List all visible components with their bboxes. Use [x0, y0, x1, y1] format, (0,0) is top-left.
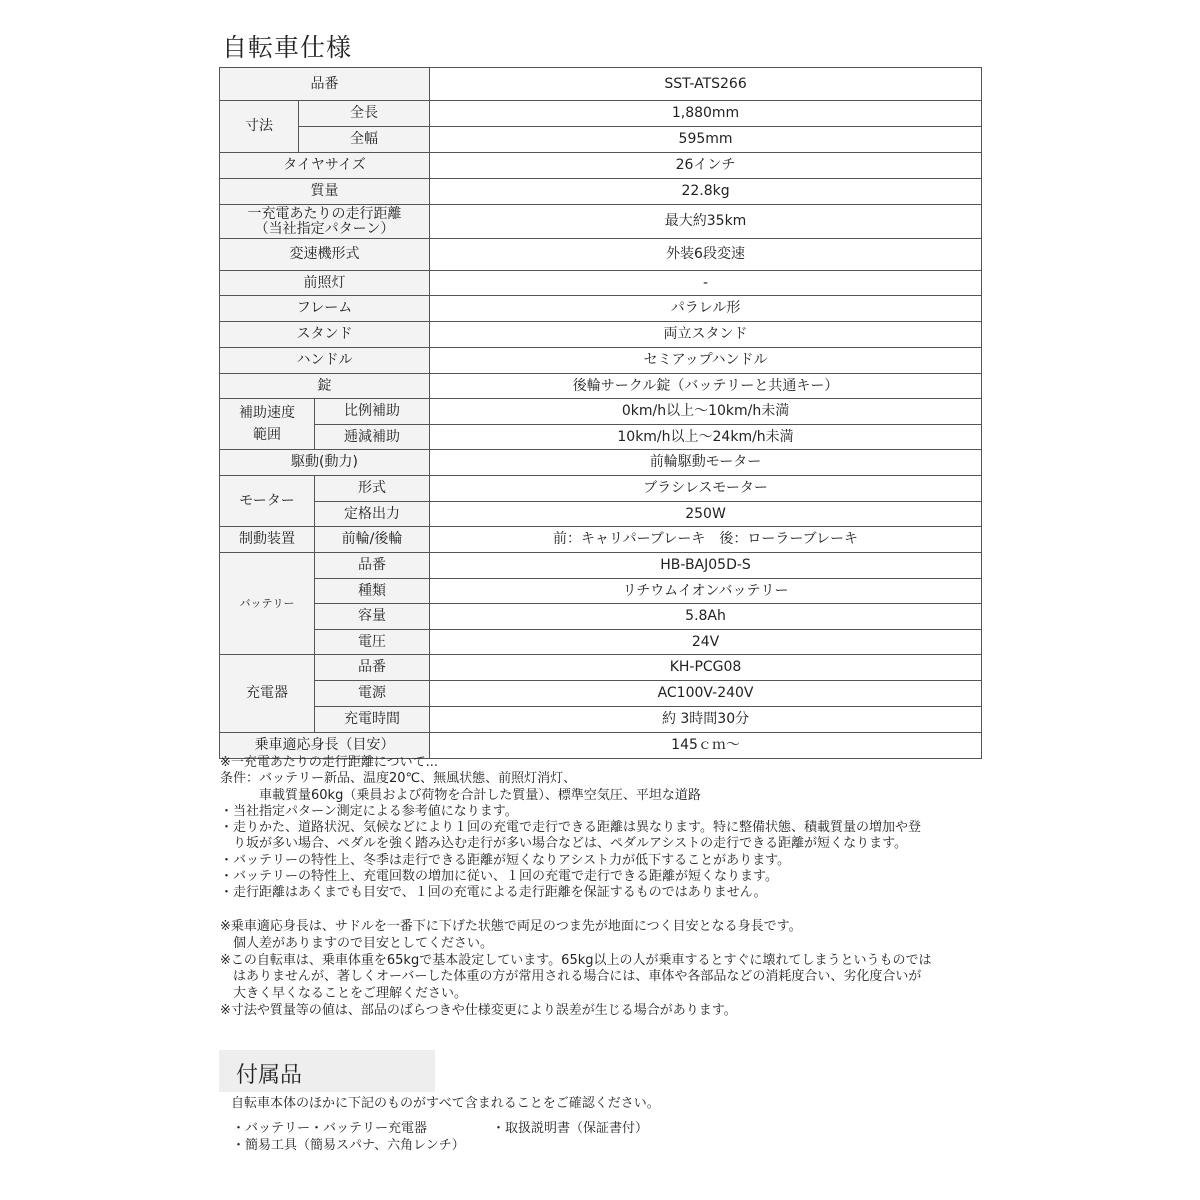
spec-value: 26インチ: [430, 153, 982, 179]
spec-value: 595mm: [430, 127, 982, 153]
table-row: [220, 553, 982, 579]
spec-value: 5.8Ah: [430, 604, 982, 630]
spec-label: スタンド: [220, 322, 430, 348]
spec-value: 10km/h以上～24km/h未満: [430, 425, 982, 450]
table-row: [220, 579, 982, 604]
spec-label: 変速機形式: [220, 239, 430, 271]
table-row: [220, 101, 982, 127]
spec-label: 定格出力: [315, 502, 430, 527]
spec-label: 全幅: [299, 127, 430, 153]
table-row: [220, 296, 982, 322]
spec-label: 比例補助: [315, 399, 430, 425]
spec-label: 質量: [220, 179, 430, 205]
note-line: ・走行距離はあくまでも目安で、１回の充電による走行距離を保証するものではありません。: [220, 885, 767, 901]
table-row: [220, 239, 982, 271]
accessory-item: ・バッテリー・バッテリー充電器: [232, 1121, 428, 1136]
spec-label: 前輪/後輪: [315, 527, 430, 553]
spec-label: 全長: [299, 101, 430, 127]
range-notes: [220, 755, 921, 902]
spec-value: 両立スタンド: [430, 322, 982, 348]
spec-value: 1,880mm: [430, 101, 982, 127]
spec-label: 電圧: [315, 630, 430, 655]
note-line: 大きく早くなることをご理解ください。: [220, 986, 468, 1002]
accessory-item: ・簡易工具（簡易スパナ、六角レンチ）: [232, 1138, 465, 1153]
note-line: ・バッテリーの特性上、冬季は走行できる距離が短くなりアシスト力が低下することがあります。: [220, 852, 791, 868]
spec-value: 24V: [430, 630, 982, 655]
spec-label: 駆動(動力): [220, 450, 430, 476]
spec-value: 22.8kg: [430, 179, 982, 205]
note-line: 個人差がありますので目安としてください。: [220, 935, 494, 951]
table-row: [220, 425, 982, 450]
spec-label: 錠: [220, 374, 430, 399]
spec-value: リチウムイオンバッテリー: [430, 579, 982, 604]
spec-group-label-line: 範囲: [253, 427, 281, 443]
spec-label: タイヤサイズ: [220, 153, 430, 179]
spec-group-label: モーター: [220, 476, 315, 527]
spec-value: 145ｃｍ～: [430, 733, 982, 759]
page-title: 自転車仕様: [222, 33, 353, 62]
spec-table: [219, 67, 982, 759]
table-row: [220, 707, 982, 733]
note-line: ※寸法や質量等の値は、部品のばらつきや仕様変更により誤差が生じる場合があります。: [220, 1002, 737, 1018]
spec-value: 250W: [430, 502, 982, 527]
table-row: [220, 527, 982, 553]
accessories-intro: 自転車本体のほかに下記のものがすべて含まれることをご確認ください。: [231, 1096, 660, 1111]
spec-group-label: 充電器: [220, 655, 315, 733]
note-line: はありませんが、著しくオーバーした体重の方が常用される場合には、車体や各部品などの消耗度合い、劣化度合いが: [220, 969, 922, 985]
general-notes: [220, 919, 932, 1020]
table-row: [220, 179, 982, 205]
accessories-title: 付属品: [236, 1063, 303, 1088]
spec-value: 前輪駆動モーター: [430, 450, 982, 476]
spec-label: 品番: [315, 553, 430, 579]
spec-value: KH-PCG08: [430, 655, 982, 681]
spec-label: 種類: [315, 579, 430, 604]
table-row: [220, 476, 982, 502]
spec-label: 乗車適応身長（目安）: [220, 733, 430, 759]
spec-value: 約 3時間30分: [430, 707, 982, 733]
note-line: ※この自転車は、乗車体重を65kgで基本設定しています。65kg以上の人が乗車するとすぐに壊れてしまうというものでは: [220, 952, 932, 968]
spec-group-label: 制動装置: [220, 527, 315, 553]
table-row: [220, 450, 982, 476]
spec-value: セミアップハンドル: [430, 348, 982, 374]
table-row: [220, 205, 982, 239]
spec-value: 前：キャリパーブレーキ 後：ローラーブレーキ: [430, 527, 982, 553]
table-row: [220, 502, 982, 527]
spec-value: パラレル形: [430, 296, 982, 322]
spec-value: 最大約35km: [430, 205, 982, 239]
note-line: 車載質量60kg（乗員および荷物を合計した質量）、標準空気圧、平坦な道路: [220, 787, 701, 803]
spec-label: 容量: [315, 604, 430, 630]
table-row: [220, 68, 982, 101]
table-row: [220, 322, 982, 348]
spec-value: AC100V-240V: [430, 681, 982, 707]
spec-label: 形式: [315, 476, 430, 502]
table-row: [220, 153, 982, 179]
spec-value: 0km/h以上～10km/h未満: [430, 399, 982, 425]
spec-value: SST-ATS266: [430, 68, 982, 101]
spec-label: 品番: [315, 655, 430, 681]
spec-label: 電源: [315, 681, 430, 707]
spec-value: 後輪サークル錠（バッテリーと共通キー）: [430, 374, 982, 399]
spec-label-line: （当社指定パターン）: [254, 220, 395, 237]
spec-value: 外装6段変速: [430, 239, 982, 271]
note-line: ※一充電あたりの走行距離について...: [220, 755, 439, 770]
note-line: ※乗車適応身長は、サドルを一番下に下げた状態で両足のつま先が地面につく目安となる身長です。: [220, 919, 802, 934]
spec-label: ハンドル: [220, 348, 430, 374]
note-line: 条件：バッテリー新品、温度20℃、無風状態、前照灯消灯、: [220, 771, 577, 787]
spec-group-label: バッテリー: [220, 553, 315, 655]
accessory-item: ・取扱説明書（保証書付）: [492, 1121, 649, 1136]
note-line: ・バッテリーの特性上、充電回数の増加に従い、１回の充電で走行できる距離が短くなります。: [220, 869, 778, 885]
spec-group-label-line: 補助速度: [239, 405, 295, 421]
spec-group-label: 寸法: [220, 101, 299, 153]
spec-label: [220, 205, 430, 239]
spec-label-line: 一充電あたりの走行距離: [247, 205, 402, 222]
table-row: [220, 374, 982, 399]
table-row: [220, 604, 982, 630]
spec-value: ブラシレスモーター: [430, 476, 982, 502]
spec-label: フレーム: [220, 296, 430, 322]
note-line: ・走りかた、道路状況、気候などにより１回の充電で走行できる距離は異なります。特に整備状態、積載質量の増加や登: [220, 820, 921, 836]
spec-label: 逓減補助: [315, 425, 430, 450]
table-row: [220, 127, 982, 153]
spec-label: 充電時間: [315, 707, 430, 733]
spec-value: -: [430, 271, 982, 296]
spec-group-label: [220, 399, 315, 450]
table-row: [220, 348, 982, 374]
table-row: [220, 655, 982, 681]
spec-label: 前照灯: [220, 271, 430, 296]
note-line: ・当社指定パターン測定による参考値になります。: [220, 803, 518, 819]
note-line: り坂が多い場合、ペダルを強く踏み込む走行が多い場合などは、ペダルアシストの走行できる距離が短くなります。: [220, 836, 908, 852]
table-row: [220, 681, 982, 707]
table-row: [220, 271, 982, 296]
table-row: [220, 399, 982, 425]
spec-label: 品番: [220, 68, 430, 101]
spec-value: HB-BAJ05D-S: [430, 553, 982, 579]
table-row: [220, 630, 982, 655]
